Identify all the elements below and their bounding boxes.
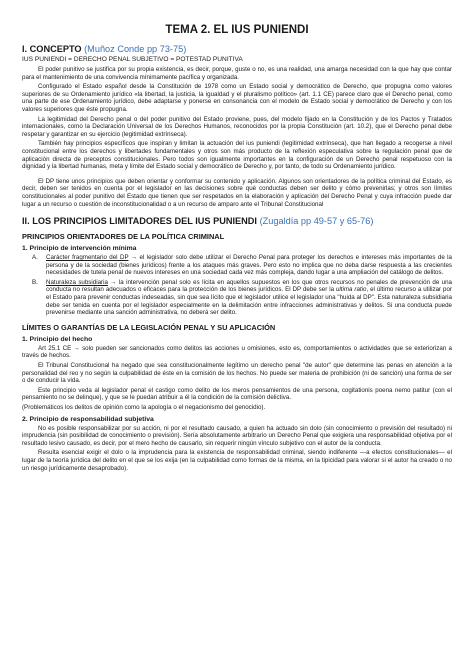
hecho-paragraph-1: Art 25.1 CE → solo pueden ser sancionados como delitos las acciones u omisiones, esto es, comportamientos o actividades que se exteriorizan a través de hechos. (22, 344, 452, 360)
subheading-limites: LÍMITES O GARANTÍAS DE LA LEGISLACIÓN PENAL Y SU APLICACIÓN (22, 322, 276, 332)
ius-puniendi-equation: IUS PUNIENDI = DERECHO PENAL SUBJETIVO = POTESTAD PUNITIVA (22, 56, 243, 63)
arrow-b-icon: → (107, 278, 119, 286)
term-ultima-ratio: ultima ratio (335, 286, 367, 294)
list-marker-b: B. (32, 278, 38, 286)
concepto-paragraph-3: La legitimidad del Derecho penal o del poder punitivo del Estado proviene, pues, del modelo fijado en la Constitución y de los Pactos y Tratados internacionales, como la Declaración Universal de los Derechos Humanos, reconocidos por la propia Constitución (art. 10.2), que el Derecho penal debe respetar y garantizar en su ejercicio (legitimidad extrínseca). (22, 115, 452, 138)
item-principio-hecho: 1. Principio del hecho (22, 335, 93, 343)
item-responsabilidad-subjetiva: 2. Principio de responsabilidad subjetiva (22, 415, 154, 423)
list-body-a (46, 254, 452, 277)
hecho-paragraph-3: Este principio veda al legislador penal el castigo como delito de los meros pensamientos de una persona, cogitationis poena nemo patitur (con el pensamiento no se delinque), y que se le puedan atribuir a él la condición de la comisión delictiva. (22, 386, 452, 402)
section-principios-reference: (Zugaldía pp 49-57 y 65-76) (259, 216, 374, 227)
text-subsidiaria-2: , el último recurso a utilizar por el Estado para prevenir conductas indeseadas, sin que sea lícito que el legislador utilice el legislador una "huida al DP". Esta naturaleza subsidiaria debe ser tenida en cuenta por el legislador especialmente en la delimitación entre infracciones administrativas y delitos. Si una conducta puede prevenirse mediante una sanción administrativa, no deberá ser delito. (46, 286, 452, 317)
section-concepto-heading (22, 44, 452, 54)
term-fragmentario: Carácter fragmentario del DP (46, 254, 129, 262)
section-principios-heading (22, 216, 452, 226)
concepto-paragraph-2: Configurado el Estado español desde la Constitución de 1978 como un Estado social y democrático de Derecho, que propugna como valores superiores de su Ordenamiento jurídico «la libertad, la justicia, la igualdad y el pluralismo político» (art. 1.1 CE) parece claro que el Derecho penal, como una parte de ese Ordenamiento jurídico, debe adaptarse y ponerse en consonancia con el modelo de Estado social y democrático de Derecho y con los valores superiores que éste propugna. (22, 83, 452, 113)
list-marker-a: A. (32, 254, 38, 262)
responsabilidad-paragraph-2: Resulta esencial exigir el dolo o la imprudencia para la existencia de responsabilidad criminal, siendo indiferente —a efectos constitucionales— el lugar de la teoría jurídica del delito en el que se los exija (en la culpabilidad como formas de la misma, en la tipicidad para valorar si el autor ha creado o no un riesgo jurídicamente desaprobado). (22, 449, 452, 472)
text-subsidiaria-1: la intervención penal solo es lícita en aquellos supuestos en los que otros recursos no penales de prevención de una conducta no resultan adecuados o eficaces para la protección de los bienes jurídicos. El DP debe ser la (46, 278, 452, 294)
item-intervencion-minima: 1. Principio de intervención mínima (22, 245, 137, 253)
list-item-fragmentario (32, 254, 452, 277)
subheading-orientadores: PRINCIPIOS ORIENTADORES DE LA POLÍTICA CRIMINAL (22, 232, 225, 242)
document-title: TEMA 2. EL IUS PUNIENDI (165, 24, 309, 36)
concepto-paragraph-1: El poder punitivo se justifica por su propia existencia, es decir, porque, guste o no, es una realidad, una amarga necesidad con la que hay que contar para el mantenimiento de una convivencia mínimamente pacífica y organizada. (22, 66, 452, 81)
section-principios-title: II. LOS PRINCIPIOS LIMITADORES DEL IUS PUNIENDI (22, 216, 257, 227)
hecho-paragraph-2: El Tribunal Constitucional ha negado que sea constitucionalmente legítimo un derecho penal "de autor" que determine las penas en atención a la personalidad del reo y no según la culpabilidad de éste en la comisión de los hechos. No puede ser materia de prohibición (ni de sanción) una forma de ser o de conducir la vida. (22, 362, 452, 385)
concepto-paragraph-4: También hay principios específicos que inspiran y limitan la actuación del ius puniendi (legitimidad extrínseca), que han llegado a recogerse a nivel constitucional entre los derechos y libertades fundamentales y otros son más producto de la reflexión especulativa sobre la regulación penal que de aplicación directa de preceptos constitucionales. Pero todos son igualmente importantes en la configuración de un Derecho penal respetuoso con la dignidad y la libertad humanas, meta y límite del Estado social y democrático de Derecho y, por tanto, de todo su Ordenamiento jurídico. (22, 140, 452, 171)
section-concepto-reference: (Muñoz Conde pp 73-75) (84, 44, 187, 54)
hecho-paragraph-4: (Problemáticos los delitos de opinión como la apología o el negacionismo del genocidio). (22, 404, 266, 411)
list-item-subsidiaria (32, 279, 452, 317)
text-fragmentario: el legislador solo debe utilizar el Derecho Penal para proteger los derechos e intereses más importantes de la persona y de la sociedad (bienes jurídicos) frente a los ataques más graves. Pero esto no implica que no deba darse respuesta a las crecientes necesidades de tutela penal de nuevos intereses en una sociedad cada vez más compleja, dando lugar a una ampliación del catálogo de delitos. (46, 254, 452, 277)
term-subsidiaria: Naturaleza subsidiaria (46, 278, 108, 286)
section-concepto-title: I. CONCEPTO (22, 44, 82, 54)
concepto-paragraph-5: El DP tiene unos principios que deben orientar y conformar su contenido y aplicación. Algunos son orientadores de la política criminal del Estado, es decir, deben ser tenidos en cuenta por el legislador en las decisiones sobre qué conductas deben ser delito y cómo prevenirlas; y otros son límites constitucionales al poder punitivo del Estado que tienen que ser respetados en la elaboración y aplicación del Derecho Penal y cuya infracción puede dar lugar a un recurso o cuestión de inconstitucionalidad o a un recurso de amparo ante el Tribunal Constitucional (22, 177, 452, 208)
list-body-b (46, 279, 452, 317)
arrow-a: → (128, 254, 140, 262)
responsabilidad-paragraph-1: No es posible responsabilizar por su acción, ni por el resultado causado, a quien ha actuado sin dolo (sin conocimiento o previsión del resultado) ni imprudencia (sin posibilidad de conocimiento o previsión). Sería absolutamente arbitrario un Derecho Penal que exigiera una responsabilidad objetiva por el resultado lesivo causado, es decir, por el mero hecho de causarlo, sin requerir ningún vínculo subjetivo con el autor de la conducta. (22, 424, 452, 447)
